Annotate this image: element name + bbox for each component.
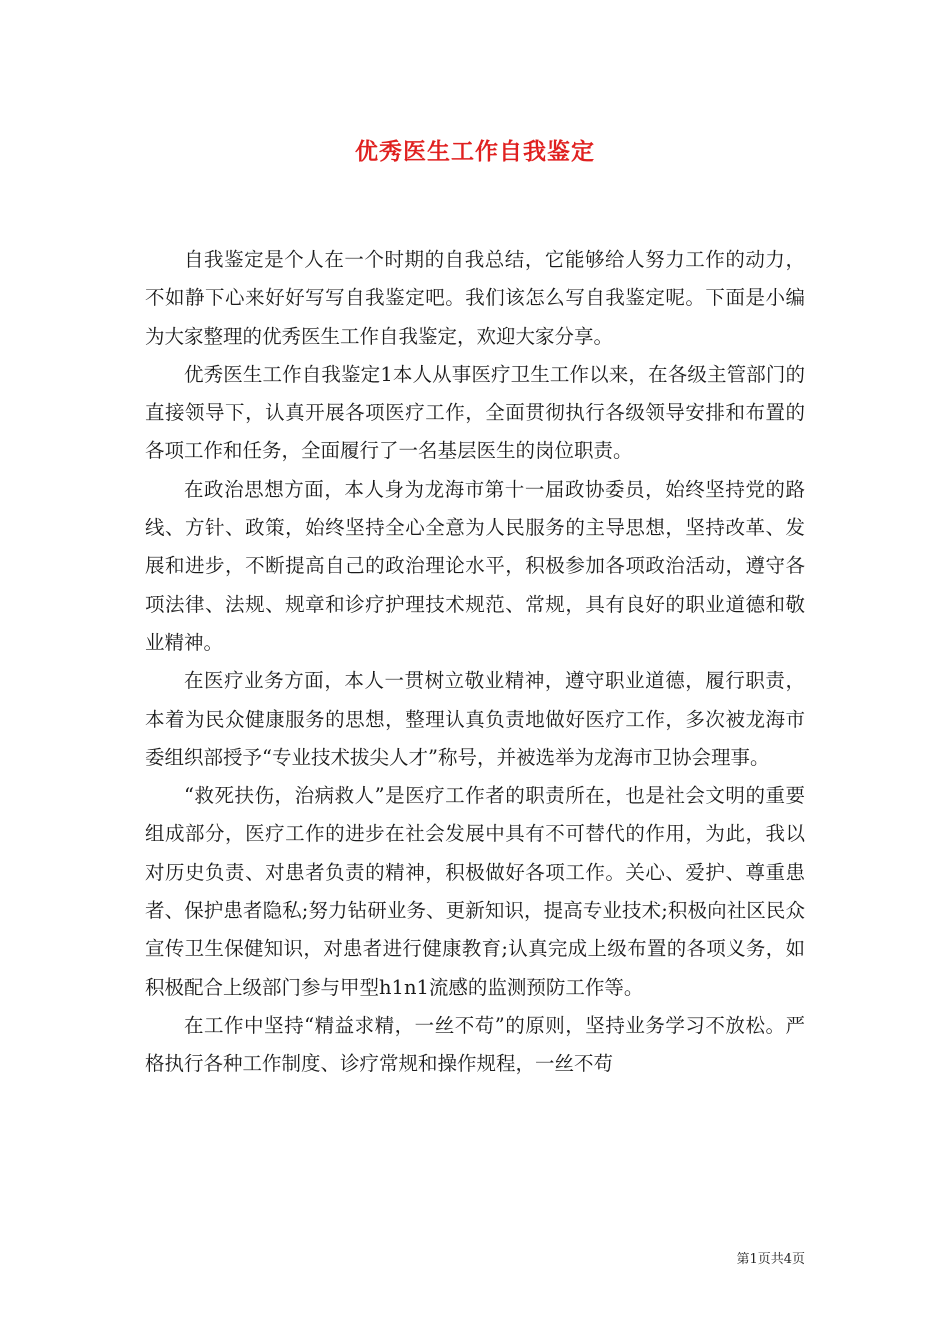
page-number-footer: 第1页共4页 xyxy=(736,1252,805,1267)
document-body xyxy=(145,241,805,1084)
paragraph-5: 在工作中坚持“精益求精，一丝不苟”的原则，坚持业务学习不放松。严格执行各种工作制度、诊疗常规和操作规程，一丝不苟 xyxy=(145,1013,805,1076)
paragraph-3: 在医疗业务方面，本人一贯树立敬业精神，遵守职业道德，履行职责，本着为民众健康服务的思想，整理认真负责地做好医疗工作，多次被龙海市委组织部授予“专业技术拔尖人才”称号，并被选举为龙海市卫协会理事。 xyxy=(145,669,805,769)
paragraph-2: 在政治思想方面，本人身为龙海市第十一届政协委员，始终坚持党的路线、方针、政策，始终坚持全心全意为人民服务的主导思想，坚持改革、发展和进步，不断提高自己的政治理论水平，积极参加各项政治活动，遵守各项法律、法规、规章和诊疗护理技术规范、常规，具有良好的职业道德和敬业精神。 xyxy=(145,477,805,654)
paragraph-1: 优秀医生工作自我鉴定1本人从事医疗卫生工作以来，在各级主管部门的直接领导下，认真开展各项医疗工作，全面贯彻执行各级领导安排和布置的各项工作和任务，全面履行了一名基层医生的岗位职责。 xyxy=(145,362,805,463)
document-title: 优秀医生工作自我鉴定 xyxy=(355,138,595,165)
paragraph-4: “救死扶伤，治病救人”是医疗工作者的职责所在，也是社会文明的重要组成部分，医疗工作的进步在社会发展中具有不可替代的作用，为此，我以对历史负责、对患者负责的精神，积极做好各项工作。关心、爱护、尊重患者、保护患者隐私;努力钻研业务、更新知识，提高专业技术;积极向社区民众宣传卫生保健知识，对患者进行健康教育;认真完成上级布置的各项义务，如积极配合上级部门参与甲型h1n1流感的监测预防工作等。 xyxy=(145,784,805,999)
paragraph-intro: 自我鉴定是个人在一个时期的自我总结，它能够给人努力工作的动力，不如静下心来好好写写自我鉴定吧。我们该怎么写自我鉴定呢。下面是小编为大家整理的优秀医生工作自我鉴定，欢迎大家分享。 xyxy=(145,248,805,348)
